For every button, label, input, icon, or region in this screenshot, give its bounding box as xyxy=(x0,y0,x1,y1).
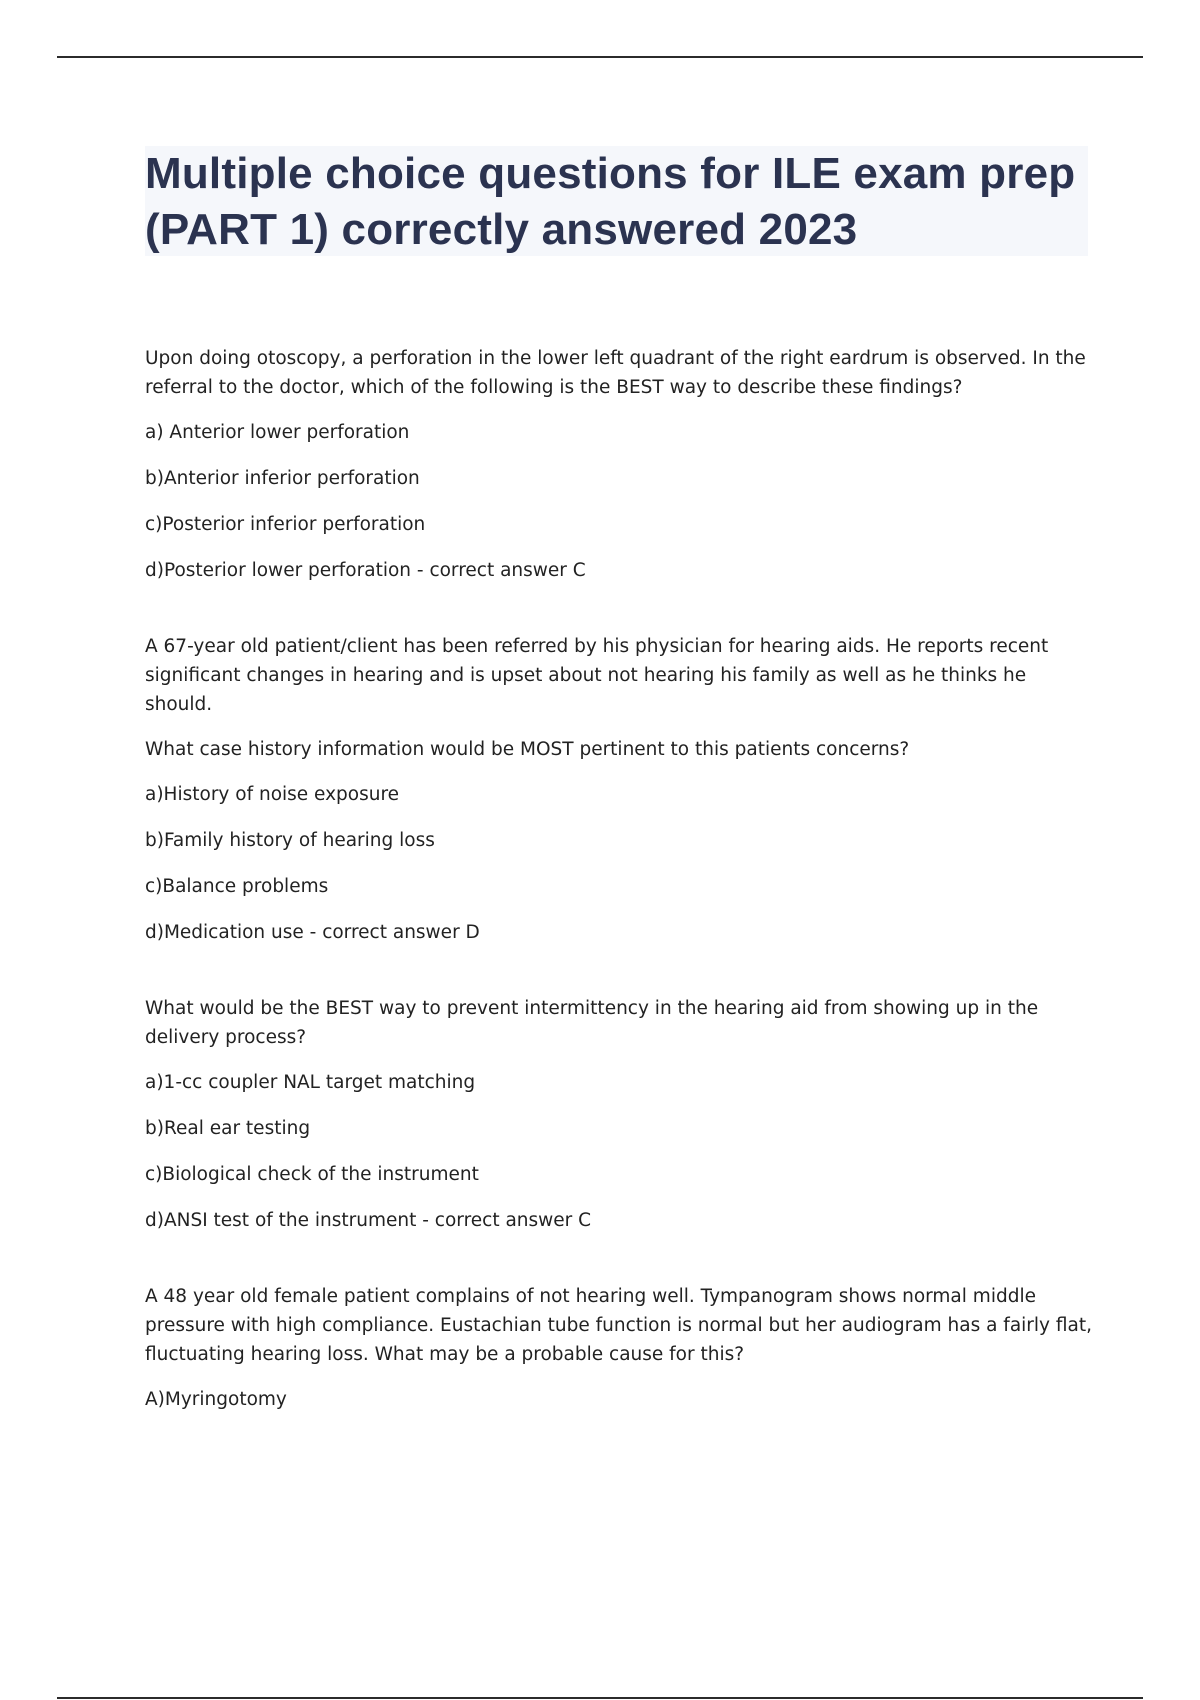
answer-option-d: d)Posterior lower perforation - correct answer C xyxy=(145,560,586,581)
answer-option-d: d)Medication use - correct answer D xyxy=(145,922,480,943)
answer-option-b: b)Real ear testing xyxy=(145,1118,311,1139)
top-rule xyxy=(57,56,1143,58)
question-stem-continued: What case history information would be MOST pertinent to this patients concerns? xyxy=(145,739,910,760)
question-2 xyxy=(145,632,1095,947)
answer-option-a: A)Myringotomy xyxy=(145,1389,287,1410)
question-3 xyxy=(145,994,1095,1235)
answer-option-a: a) Anterior lower perforation xyxy=(145,422,410,443)
answer-option-b: b)Family history of hearing loss xyxy=(145,830,435,851)
answer-option-a: a)History of noise exposure xyxy=(145,784,400,805)
question-1 xyxy=(145,344,1095,585)
answer-option-d: d)ANSI test of the instrument - correct answer C xyxy=(145,1210,592,1231)
title-block xyxy=(145,146,1088,256)
answer-option-b: b)Anterior inferior perforation xyxy=(145,468,420,489)
page-title: Multiple choice questions for ILE exam prep (PART 1) correctly answered 2023 xyxy=(145,149,1076,254)
questions-content xyxy=(145,344,1095,1431)
answer-option-c: c)Biological check of the instrument xyxy=(145,1164,479,1185)
answer-option-c: c)Balance problems xyxy=(145,876,329,897)
question-stem: A 67-year old patient/client has been referred by his physician for hearing aids. He reports recent significant changes in hearing and is upset about not hearing his family as well as he thinks he should. xyxy=(145,636,1049,715)
answer-option-c: c)Posterior inferior perforation xyxy=(145,514,426,535)
question-stem: Upon doing otoscopy, a perforation in the lower left quadrant of the right eardrum is observed. In the referral to the doctor, which of the following is the BEST way to describe these findings? xyxy=(145,348,1086,398)
bottom-rule xyxy=(57,1697,1143,1699)
answer-option-a: a)1-cc coupler NAL target matching xyxy=(145,1072,476,1093)
question-4 xyxy=(145,1282,1095,1414)
question-stem: What would be the BEST way to prevent intermittency in the hearing aid from showing up in the delivery process? xyxy=(145,998,1039,1048)
question-stem: A 48 year old female patient complains of not hearing well. Tympanogram shows normal middle pressure with high compliance. Eustachian tube function is normal but her audiogram has a fairly flat, fluctuating hearing loss. What may be a probable cause for this? xyxy=(145,1286,1092,1365)
